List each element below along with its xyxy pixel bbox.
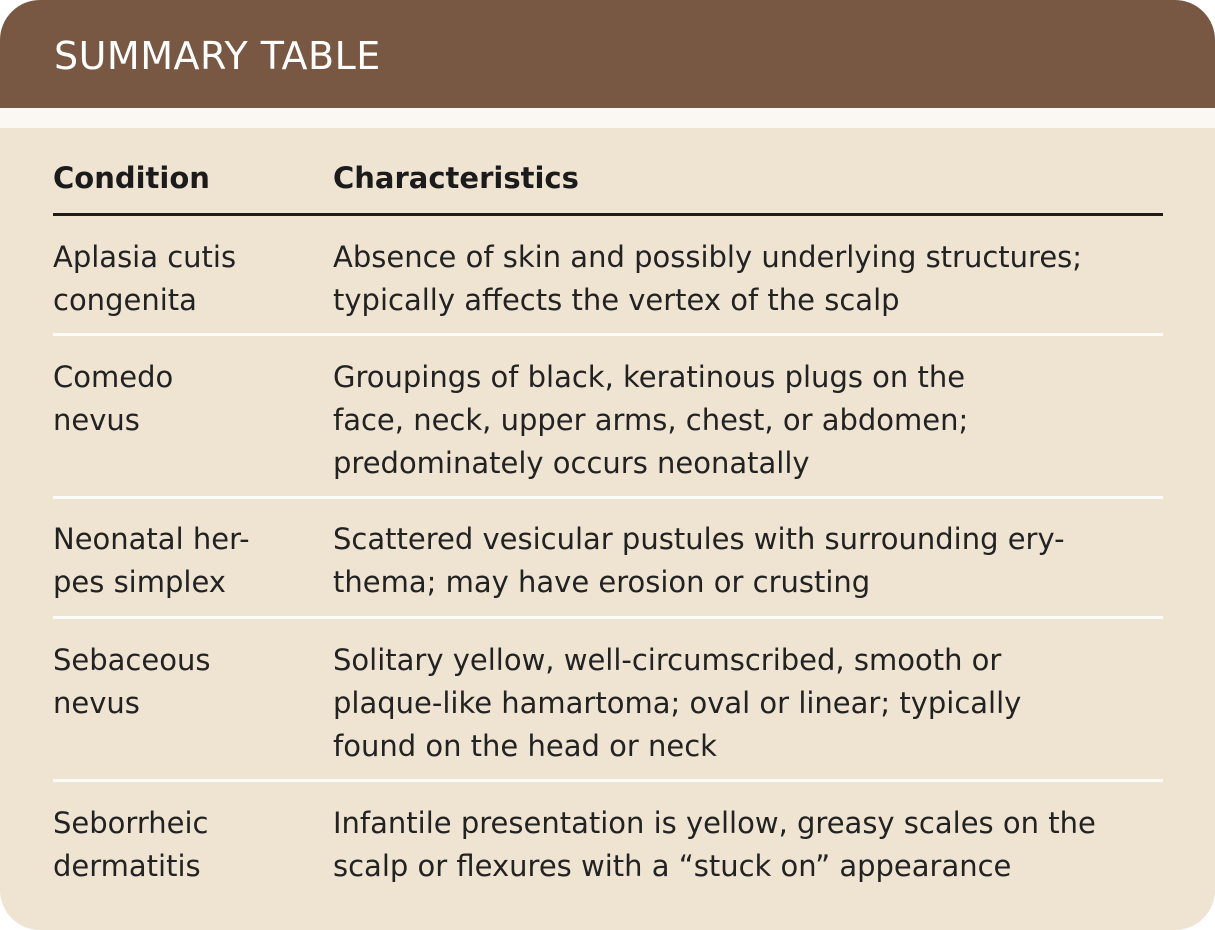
condition-cell: Neonatal her- pes simplex (53, 522, 250, 599)
table-title: SUMMARY TABLE (54, 34, 381, 78)
characteristics-cell: Solitary yellow, well-circumscribed, smooth or plaque-like hamartoma; oval or linear; typically found on the head or neck (333, 643, 1022, 763)
column-header-characteristics: Characteristics (333, 161, 579, 195)
condition-cell: Comedo nevus (53, 360, 174, 437)
row-divider (53, 496, 1163, 499)
characteristics-cell: Infantile presentation is yellow, greasy scales on the scalp or flexures with a “stuck on” appearance (333, 806, 1096, 883)
condition-cell: Sebaceous nevus (53, 643, 211, 720)
characteristics-cell: Scattered vesicular pustules with surrounding ery- thema; may have erosion or crusting (333, 522, 1065, 599)
row-divider (53, 779, 1163, 782)
header-rule (53, 213, 1163, 216)
condition-cell: Aplasia cutis congenita (53, 240, 237, 317)
characteristics-cell: Groupings of black, keratinous plugs on the face, neck, upper arms, chest, or abdomen; predominately occurs neonatally (333, 360, 969, 480)
header-divider (0, 108, 1215, 128)
row-divider (53, 333, 1163, 336)
characteristics-cell: Absence of skin and possibly underlying structures; typically affects the vertex of the scalp (333, 240, 1083, 317)
condition-cell: Seborrheic dermatitis (53, 806, 209, 883)
column-header-condition: Condition (53, 161, 210, 195)
row-divider (53, 616, 1163, 619)
table-header-bar (0, 0, 1215, 108)
